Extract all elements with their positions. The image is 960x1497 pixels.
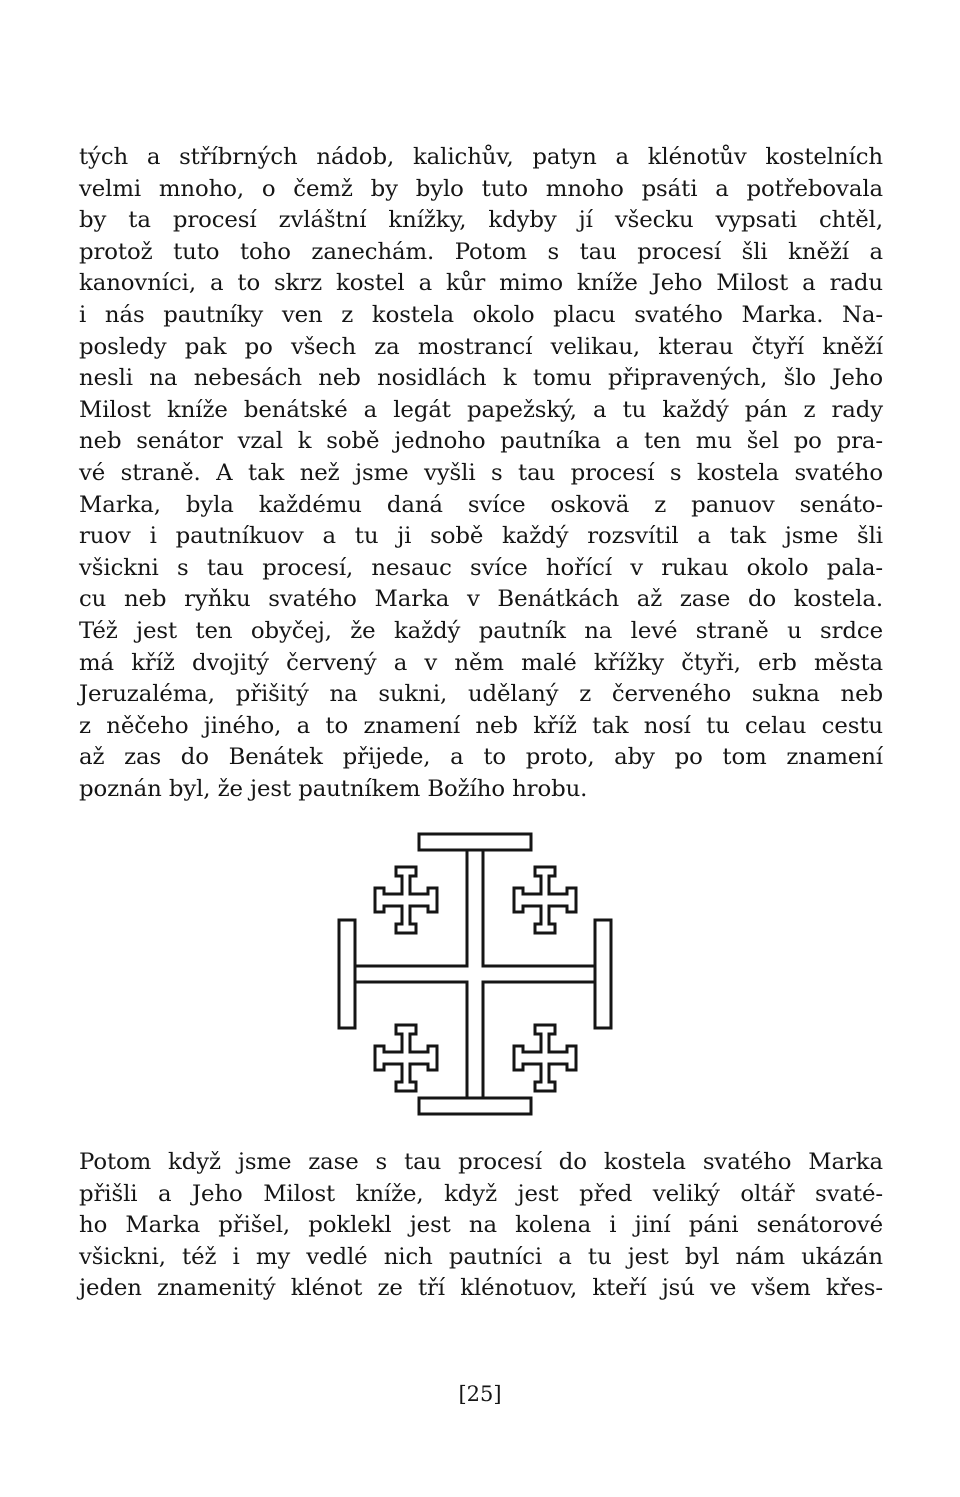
text-line: Potom když jsme zase s tau procesí do kostela svatého Marka [79,1149,883,1175]
paragraph-2 [79,1147,883,1305]
text-line: nesli na nebesách neb nosidlách k tomu připravených, šlo Jeho [79,365,883,392]
text-line: velmi mnoho, o čemž by bylo tuto mnoho psáti a potřebovala [79,175,883,202]
text-line: Též jest ten obyčej, že každý pautník na levé straně u srdce [79,617,883,644]
jerusalem-cross-icon [335,830,615,1120]
text-line: ho Marka přišel, poklekl jest na kolena i jiní páni senátorové [79,1212,883,1239]
text-line: poznán byl, že jest pautníkem Božího hrobu. [79,775,588,802]
text-line: Milost kníže benátské a legát papežský, a tu každý pán z rady [79,396,883,423]
page-number: [25] [458,1382,502,1406]
paragraph-1 [79,142,883,805]
text-line: tých a stříbrných nádob, kalichův, patyn a klénotův kostelních [79,144,883,170]
text-line: neb senátor vzal k sobě jednoho pautníka a ten mu šel po pra- [79,428,883,455]
text-line: Jeruzaléma, přišitý na sukni, udělaný z červeného sukna neb [79,681,883,708]
text-line: má kříž dvojitý červený a v něm malé křížky čtyři, erb města [79,649,883,676]
text-line: i nás pautníky ven z kostela okolo placu svatého Marka. Na- [79,301,883,328]
text-line: přišli a Jeho Milost kníže, když jest před veliký oltář svaté- [79,1180,883,1207]
text-line: všickni s tau procesí, nesauc svíce hořící v rukau okolo pala- [79,554,883,581]
text-line: jeden znamenitý klénot ze tří klénotuov, kteří jsú ve všem křes- [79,1275,883,1302]
text-line: z něčeho jiného, a to znamení neb kříž tak nosí tu celau cestu [79,712,883,739]
text-line: všickni, též i my vedlé nich pautníci a tu jest byl nám ukázán [79,1243,883,1270]
text-line: kanovníci, a to skrz kostel a kůr mimo kníže Jeho Milost a radu [79,270,883,297]
text-line: vé straně. A tak než jsme vyšli s tau procesí s kostela svatého [79,459,883,486]
text-line: protož tuto toho zanechám. Potom s tau procesí šli kněží a [79,238,883,265]
text-line: posledy pak po všech za mostrancí velikau, kterau čtyří kněží [79,333,883,360]
text-line: by ta procesí zvláštní knížky, kdyby jí všecku vypsati chtěl, [79,207,883,234]
text-line: až zas do Benátek přijede, a to proto, aby po tom znamení [79,744,883,771]
text-line: Marka, byla každému daná svíce oskovä z panuov senáto- [79,491,883,518]
text-line: cu neb ryňku svatého Marka v Benátkách až zase do kostela. [79,586,883,613]
text-line: ruov i pautníkuov a tu ji sobě každý rozsvítil a tak jsme šli [79,523,883,550]
